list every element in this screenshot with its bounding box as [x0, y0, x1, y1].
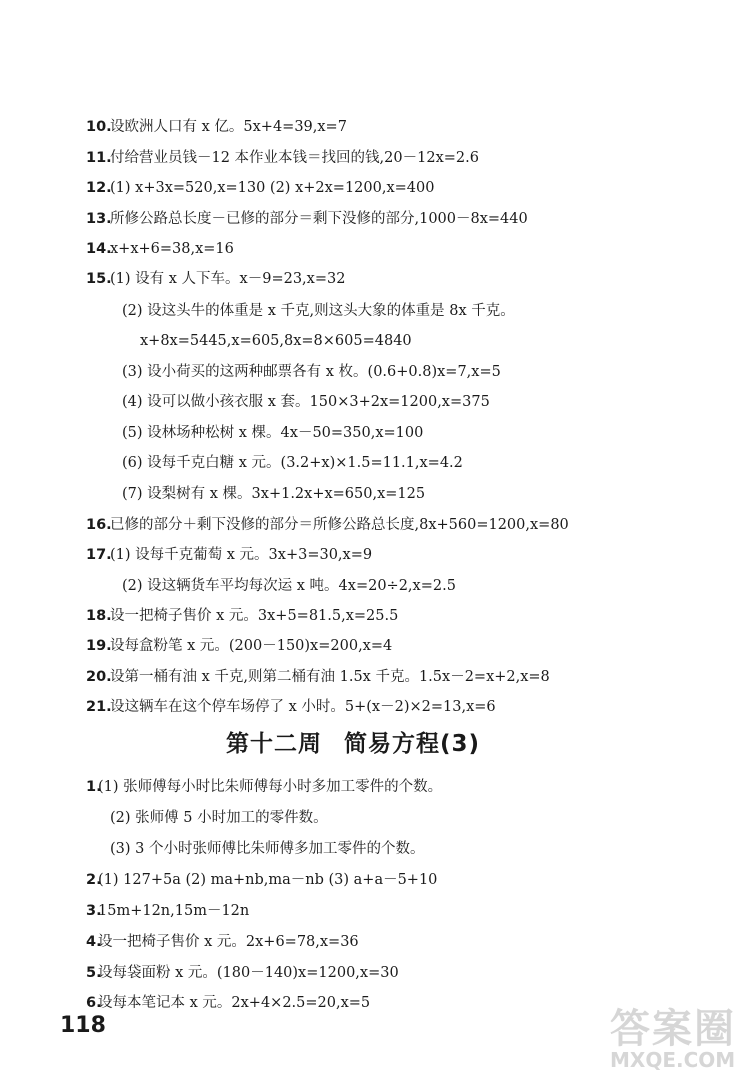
answer-text: (1) 设每千克葡萄 x 元。3x+3=30,x=9: [110, 547, 373, 563]
answer-text: (3) 设小荷买的这两种邮票各有 x 枚。(0.6+0.8)x=7,x=5: [122, 364, 501, 380]
answer-text: (3) 3 个小时张师傅比朱师傅多加工零件的个数。: [110, 841, 425, 857]
answer-text: 设这辆车在这个停车场停了 x 小时。5+(x－2)×2=13,x=6: [110, 699, 496, 715]
question-number: 1.: [86, 779, 102, 795]
question-number: 12.: [86, 180, 112, 196]
question-number: 18.: [86, 608, 112, 624]
answer-text: (1) 张师傅每小时比朱师傅每小时多加工零件的个数。: [98, 779, 443, 795]
answer-text: (6) 设每千克白糖 x 元。(3.2+x)×1.5=11.1,x=4.2: [122, 455, 463, 471]
answer-text: 设一把椅子售价 x 元。3x+5=81.5,x=25.5: [110, 608, 399, 624]
answer-text: x+x+6=38,x=16: [110, 241, 234, 257]
answer-text: 设第一桶有油 x 千克,则第二桶有油 1.5x 千克。1.5x－2=x+2,x=8: [110, 669, 550, 685]
answer-text: 15m+12n,15m－12n: [98, 903, 250, 919]
question-number: 16.: [86, 517, 112, 533]
question-number: 11.: [86, 150, 112, 166]
question-number: 13.: [86, 211, 112, 227]
question-number: 10.: [86, 119, 112, 135]
page-number: 118: [60, 1013, 106, 1038]
answer-text: (7) 设梨树有 x 棵。3x+1.2x+x=650,x=125: [122, 486, 426, 502]
question-number: 2.: [86, 872, 102, 888]
answer-text: (4) 设可以做小孩衣服 x 套。150×3+2x=1200,x=375: [122, 394, 490, 410]
question-number: 15.: [86, 271, 112, 287]
answer-text: 设每本笔记本 x 元。2x+4×2.5=20,x=5: [98, 995, 371, 1011]
heading-week: 第十二周: [226, 731, 322, 757]
answer-text: (2) 设这头牛的体重是 x 千克,则这头大象的体重是 8x 千克。: [122, 303, 515, 319]
question-number: 20.: [86, 669, 112, 685]
question-number: 5.: [86, 965, 102, 981]
answer-text: 已修的部分＋剩下没修的部分＝所修公路总长度,8x+560=1200,x=80: [110, 517, 569, 533]
answer-text: (2) 设这辆货车平均每次运 x 吨。4x=20÷2,x=2.5: [122, 578, 456, 594]
answer-text: 设每袋面粉 x 元。(180－140)x=1200,x=30: [98, 965, 399, 981]
watermark-mark: 答案圈: [610, 1006, 736, 1052]
answer-text: x+8x=5445,x=605,8x=8×605=4840: [140, 333, 412, 349]
heading-topic: 简易方程(3): [344, 731, 481, 757]
answer-text: (2) 张师傅 5 小时加工的零件数。: [110, 810, 328, 826]
answer-text: 设每盒粉笔 x 元。(200－150)x=200,x=4: [110, 638, 393, 654]
answer-text: 付给营业员钱－12 本作业本钱＝找回的钱,20－12x=2.6: [110, 150, 479, 166]
question-number: 21.: [86, 699, 112, 715]
section-heading: [226, 725, 480, 758]
answer-text: (1) 设有 x 人下车。x－9=23,x=32: [110, 271, 346, 287]
question-number: 17.: [86, 547, 112, 563]
watermark-url: MXQE.COM: [610, 1048, 736, 1072]
answer-text: (5) 设林场种松树 x 棵。4x－50=350,x=100: [122, 425, 424, 441]
watermark: [610, 1008, 736, 1071]
question-number: 6.: [86, 995, 102, 1011]
question-number: 19.: [86, 638, 112, 654]
answer-text: (1) x+3x=520,x=130 (2) x+2x=1200,x=400: [110, 180, 435, 196]
answer-text: 所修公路总长度－已修的部分＝剩下没修的部分,1000－8x=440: [110, 211, 528, 227]
answer-text: 设欧洲人口有 x 亿。5x+4=39,x=7: [110, 119, 347, 135]
answer-text: (1) 127+5a (2) ma+nb,ma－nb (3) a+a－5+10: [98, 872, 438, 888]
question-number: 3.: [86, 903, 102, 919]
question-number: 14.: [86, 241, 112, 257]
answer-text: 设一把椅子售价 x 元。2x+6=78,x=36: [98, 934, 359, 950]
question-number: 4.: [86, 934, 102, 950]
